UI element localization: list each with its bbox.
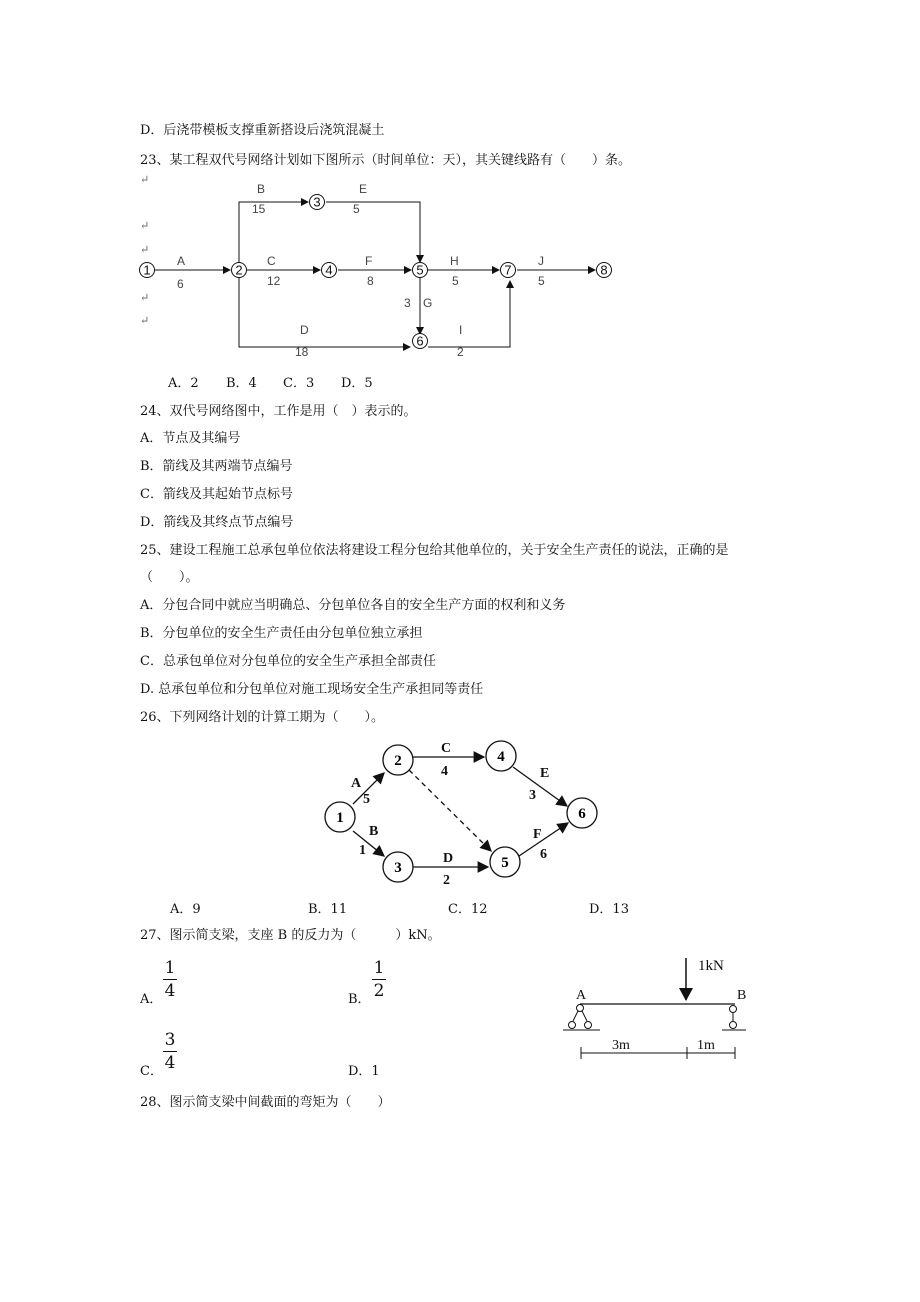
q26-option-c: C．12: [448, 902, 488, 917]
svg-text:5: 5: [416, 262, 424, 278]
svg-text:1: 1: [143, 262, 151, 278]
q27-option-d: D．1: [348, 1064, 380, 1079]
q26-label-a-duration: 5: [363, 792, 370, 807]
q24-option-c: C．箭线及其起始节点标号: [140, 487, 293, 502]
q23-label-a-duration: 6: [177, 277, 184, 291]
q27-option-a-denominator: 4: [164, 981, 176, 1001]
q23-label-j-duration: 5: [538, 274, 545, 288]
q23-stem: 23、某工程双代号网络计划如下图所示（时间单位：天），其关键线路有（ ）条。: [140, 153, 632, 168]
q23-label-j-name: J: [538, 254, 544, 268]
svg-text:2: 2: [235, 262, 243, 278]
svg-text:8: 8: [600, 262, 608, 278]
q27-support-b-label: B: [737, 988, 747, 1003]
q26-label-f-name: F: [533, 827, 542, 842]
q27-span2-label: 1m: [697, 1038, 715, 1053]
q26-label-e-name: E: [540, 766, 550, 781]
svg-text:7: 7: [504, 262, 512, 278]
svg-text:4: 4: [325, 262, 333, 278]
svg-text:3: 3: [313, 194, 321, 210]
para-mark: ↵: [140, 314, 150, 327]
q25-stem-line2: （ ）。: [140, 570, 199, 585]
q28-stem: 28、图示简支梁中间截面的弯矩为（ ）: [140, 1095, 391, 1110]
q27-support-a: [563, 1005, 600, 1031]
q23-label-e-duration: 5: [353, 202, 360, 216]
q26-label-b-duration: 1: [359, 843, 366, 858]
para-mark: ↵: [140, 291, 150, 304]
svg-text:4: 4: [497, 749, 505, 765]
q23-label-c-duration: 12: [267, 274, 281, 288]
q23-label-e-name: E: [359, 182, 368, 196]
q26-label-d-name: D: [443, 851, 454, 866]
q23-label-b-name: B: [257, 182, 266, 196]
q27-option-b-denominator: 2: [373, 981, 385, 1001]
q27-span1-label: 3m: [612, 1038, 630, 1053]
q25-option-b: B．分包单位的安全生产责任由分包单位独立承担: [140, 626, 423, 641]
q23-label-h-duration: 5: [452, 274, 459, 288]
q25-stem-line1: 25、建设工程施工总承包单位依法将建设工程分包给其他单位的，关于安全生产责任的说法，正确的是: [140, 543, 729, 558]
q27-option-c-prefix: C．: [140, 1064, 163, 1079]
q23-label-f-name: F: [365, 254, 373, 268]
svg-text:2: 2: [394, 753, 402, 769]
q23-label-d-duration: 18: [295, 345, 309, 359]
q27-option-a-prefix: A．: [140, 992, 163, 1007]
q25-option-a: A．分包合同中就应当明确总、分包单位各自的安全生产方面的权利和义务: [140, 598, 566, 613]
svg-text:6: 6: [578, 806, 586, 822]
q27-option-c-numerator: 3: [164, 1030, 176, 1050]
q26-label-e-duration: 3: [529, 788, 536, 803]
q26-label-d-duration: 2: [443, 873, 450, 888]
q23-option-d: D．5: [341, 376, 373, 391]
q23-label-d-name: D: [300, 323, 309, 337]
q23-label-a-name: A: [177, 254, 186, 268]
q26-option-d: D．13: [589, 902, 629, 917]
q26-label-a-name: A: [351, 776, 362, 791]
q23-option-a: A．2: [168, 376, 199, 391]
q27-support-a-label: A: [576, 988, 587, 1003]
q26-label-f-duration: 6: [540, 847, 547, 862]
q27-support-b: [722, 1006, 746, 1031]
q26-label-c-name: C: [441, 741, 452, 756]
q24-stem: 24、双代号网络图中，工作是用（ ）表示的。: [140, 404, 417, 419]
q23-option-b: B．4: [226, 376, 257, 391]
q25-option-d: D. 总承包单位和分包单位对施工现场安全生产承担同等责任: [140, 682, 484, 697]
q26-stem: 26、下列网络计划的计算工期为（ ）。: [140, 710, 385, 725]
q23-label-g-name: G: [423, 296, 433, 310]
q23-label-b-duration: 15: [252, 202, 266, 216]
q26-option-a: A．9: [170, 902, 201, 917]
q27-load-arrowhead: [679, 988, 693, 1001]
q24-option-b: B．箭线及其两端节点编号: [140, 459, 293, 474]
q23-label-h-name: H: [450, 254, 459, 268]
q23-option-c: C．3: [283, 376, 315, 391]
para-mark: ↵: [140, 219, 150, 232]
q23-label-g-duration: 3: [404, 296, 411, 310]
q23-label-i-name: I: [459, 323, 463, 337]
svg-text:1: 1: [336, 810, 344, 826]
q27-option-b-prefix: B．: [348, 992, 371, 1007]
svg-text:5: 5: [501, 855, 509, 871]
q22-option-d: D．后浇带模板支撑重新搭设后浇筑混凝土: [140, 123, 385, 138]
para-mark: ↵: [140, 243, 150, 256]
q27-option-b-numerator: 1: [373, 958, 385, 978]
q24-option-d: D．箭线及其终点节点编号: [140, 515, 294, 530]
q26-label-b-name: B: [369, 824, 379, 839]
q23-label-c-name: C: [267, 254, 276, 268]
q26-option-b: B．11: [308, 902, 348, 917]
q25-option-c: C．总承包单位对分包单位的安全生产承担全部责任: [140, 654, 436, 669]
q27-load-label: 1kN: [698, 958, 724, 974]
q26-label-c-duration: 4: [441, 764, 448, 779]
q23-label-f-duration: 8: [367, 274, 374, 288]
q27-stem: 27、图示简支梁，支座 B 的反力为（ ）kN。: [140, 928, 441, 943]
svg-text:6: 6: [416, 333, 424, 349]
svg-text:3: 3: [394, 860, 402, 876]
q24-option-a: A．节点及其编号: [140, 431, 241, 446]
q27-option-c-denominator: 4: [164, 1053, 176, 1073]
para-mark: ↵: [140, 173, 150, 186]
q23-label-i-duration: 2: [457, 345, 464, 359]
q27-option-a-numerator: 1: [164, 958, 176, 978]
